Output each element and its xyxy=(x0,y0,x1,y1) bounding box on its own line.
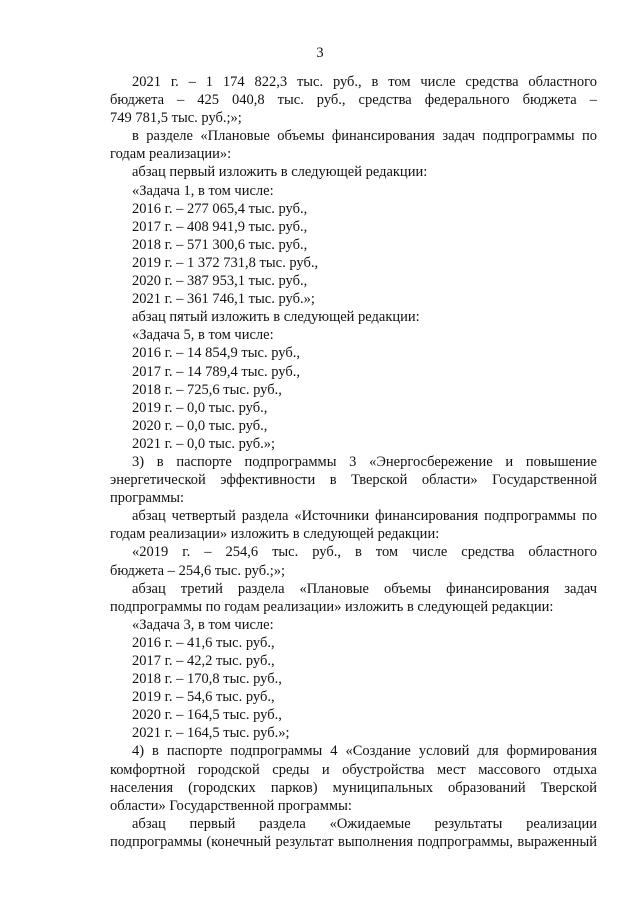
text-line: абзац третий раздела «Плановые объемы финансирования задач xyxy=(132,580,597,597)
text-line: 2016 г. – 277 065,4 тыс. руб., xyxy=(132,200,308,217)
text-line: 2017 г. – 14 789,4 тыс. руб., xyxy=(132,363,300,380)
text-line: комфортной городской среды и обустройства мест массового отдыха xyxy=(110,761,597,778)
text-line: 2019 г. – 0,0 тыс. руб., xyxy=(132,399,268,416)
text-line: области» Государственной программы: xyxy=(110,797,352,814)
text-line: 2017 г. – 408 941,9 тыс. руб., xyxy=(132,218,308,235)
text-line: 2021 г. – 1 174 822,3 тыс. руб., в том числе средства областного xyxy=(132,74,597,90)
text-line: абзац четвертый раздела «Источники финансирования подпрограммы по xyxy=(132,508,597,525)
text-line: населения (городских парков) муниципальных образований Тверской xyxy=(110,779,597,796)
text-line: «Задача 1, в том числе: xyxy=(132,182,274,199)
text-line: программы: xyxy=(110,490,185,507)
text-line: подпрограммы по годам реализации» изложить в следующей редакции: xyxy=(110,598,554,615)
text-line: 2018 г. – 170,8 тыс. руб., xyxy=(132,671,282,688)
text-line: 2017 г. – 42,2 тыс. руб., xyxy=(132,653,275,669)
text-line: 2019 г. – 1 372 731,8 тыс. руб., xyxy=(132,254,319,271)
text-line: «Задача 3, в том числе: xyxy=(132,616,274,633)
text-line: годам реализации» изложить в следующей редакции: xyxy=(110,526,440,543)
text-line: годам реализации»: xyxy=(110,146,232,163)
text-line: 4) в паспорте подпрограммы 4 «Создание условий для формирования xyxy=(132,743,597,760)
text-line: 2019 г. – 54,6 тыс. руб., xyxy=(132,689,275,706)
text-line: абзац первый раздела «Ожидаемые результаты реализации xyxy=(132,815,597,832)
text-line: бюджета – 254,6 тыс. руб.;»; xyxy=(110,562,286,579)
text-line: 2018 г. – 725,6 тыс. руб., xyxy=(132,381,282,398)
text-line: энергетической эффективности в Тверской области» Государственной xyxy=(110,472,597,489)
text-line: 2016 г. – 14 854,9 тыс. руб., xyxy=(132,345,300,362)
text-line: в разделе «Плановые объемы финансирования задач подпрограммы по xyxy=(132,128,597,145)
text-line: 2016 г. – 41,6 тыс. руб., xyxy=(132,634,275,651)
text-line: бюджета – 425 040,8 тыс. руб., средства федерального бюджета – xyxy=(110,92,597,109)
text-line: 749 781,5 тыс. руб.;»; xyxy=(110,110,242,127)
text-line: «2019 г. – 254,6 тыс. руб., в том числе средства областного xyxy=(132,544,597,561)
document-body xyxy=(110,73,597,851)
text-line: абзац пятый изложить в следующей редакции: xyxy=(132,309,420,326)
text-line: абзац первый изложить в следующей редакции: xyxy=(132,164,428,181)
text-line: 2021 г. – 361 746,1 тыс. руб.»; xyxy=(132,291,315,308)
page-number: 3 xyxy=(316,45,324,61)
text-line: 2020 г. – 164,5 тыс. руб., xyxy=(132,707,282,724)
text-line: 3) в паспорте подпрограммы 3 «Энергосбережение и повышение xyxy=(132,453,597,470)
text-line: «Задача 5, в том числе: xyxy=(132,327,274,344)
text-line: 2018 г. – 571 300,6 тыс. руб., xyxy=(132,236,308,253)
text-line: подпрограммы (конечный результат выполнения подпрограммы, выраженный xyxy=(110,833,597,850)
text-line: 2020 г. – 0,0 тыс. руб., xyxy=(132,417,268,434)
text-line: 2020 г. – 387 953,1 тыс. руб., xyxy=(132,273,308,290)
text-line: 2021 г. – 0,0 тыс. руб.»; xyxy=(132,435,275,452)
text-line: 2021 г. – 164,5 тыс. руб.»; xyxy=(132,725,290,742)
